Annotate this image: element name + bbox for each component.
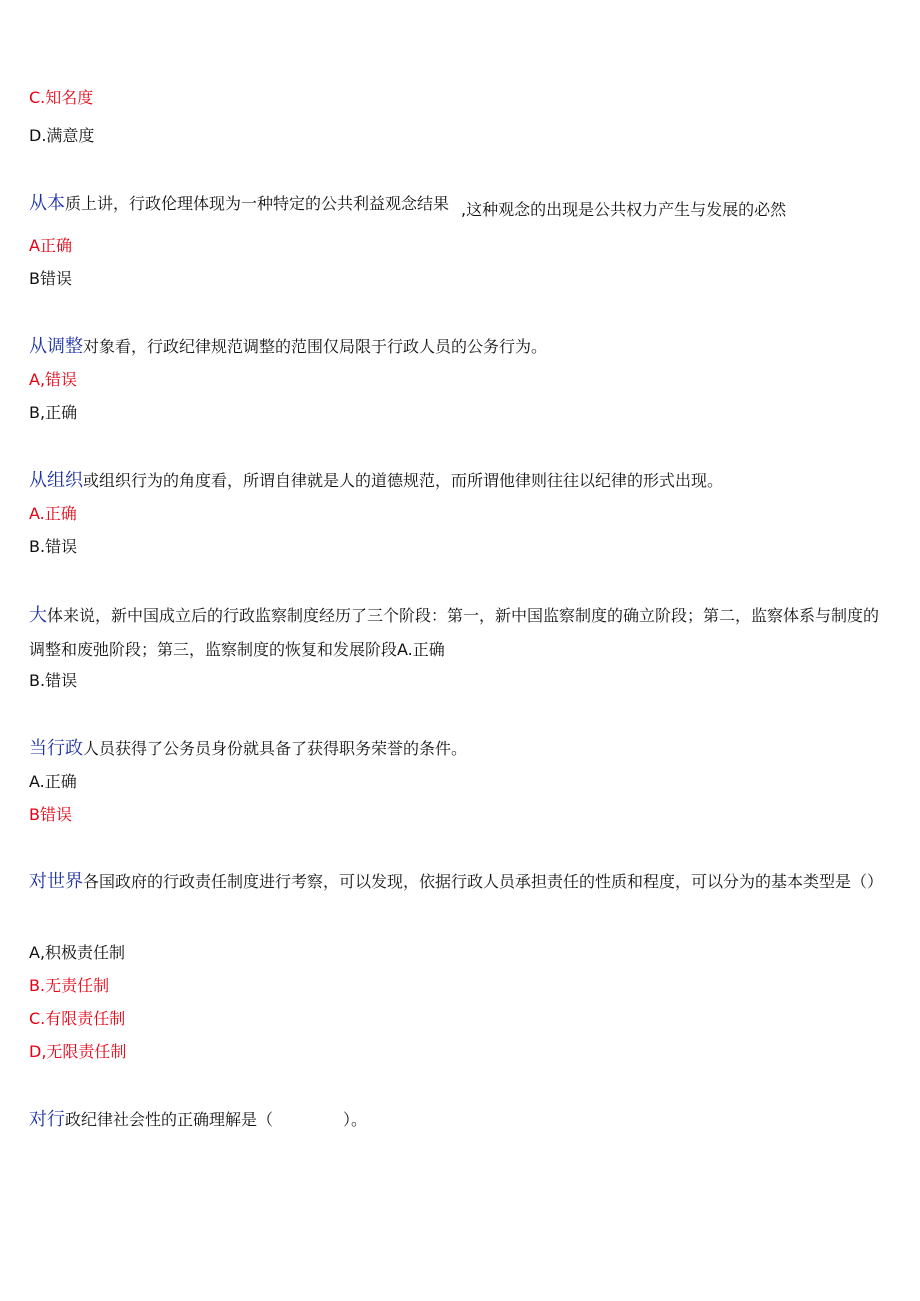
q2-option-a: A,错误 — [29, 370, 78, 389]
q6-option-d: D,无限责任制 — [29, 1042, 127, 1061]
q1-option-a: A正确 — [29, 236, 72, 255]
q3-option-a: A.正确 — [29, 504, 77, 523]
question-6-text: 各国政府的行政责任制度进行考察，可以发现，依据行政人员承担责任的性质和程度，可以分为的基本类型是（） — [83, 872, 884, 891]
q5-option-b: B错误 — [29, 805, 72, 824]
q5-option-a: A.正确 — [29, 772, 77, 791]
option-d-manyidu: D.满意度 — [29, 126, 95, 145]
q6-option-c: C.有限责任制 — [29, 1009, 126, 1028]
question-7-text: 政纪律社会性的正确理解是（ — [65, 1110, 274, 1129]
question-2 — [29, 336, 889, 358]
question-4 — [29, 599, 889, 667]
question-6-lead: 对世界 — [29, 871, 83, 892]
question-1 — [29, 193, 889, 219]
q1-option-b: B错误 — [29, 269, 72, 288]
question-7-lead: 对行 — [29, 1109, 65, 1130]
question-4-lead: 大 — [29, 605, 47, 626]
question-3-text: 或组织行为的角度看，所谓自律就是人的道德规范，而所谓他律则往往以纪律的形式出现。 — [83, 471, 724, 490]
q3-option-b: B.错误 — [29, 537, 78, 556]
question-6 — [29, 865, 889, 899]
question-3 — [29, 470, 889, 492]
q6-option-b: B.无责任制 — [29, 976, 110, 995]
question-2-lead: 从调整 — [29, 336, 83, 357]
question-7 — [29, 1109, 889, 1131]
question-5-lead: 当行政 — [29, 738, 83, 759]
option-c-zhimingdu: C.知名度 — [29, 88, 94, 107]
question-4-text: 体来说，新中国成立后的行政监察制度经历了三个阶段：第一，新中国监察制度的确立阶段；第二，监察体系与制度的调整和废弛阶段；第三，监察制度的恢复和发展阶段A.正确 — [29, 606, 880, 659]
question-1-text-cont: ,这种观念的出现是公共权力产生与发展的必然 — [461, 200, 787, 219]
question-2-text: 对象看，行政纪律规范调整的范围仅局限于行政人员的公务行为。 — [83, 337, 548, 356]
question-3-lead: 从组织 — [29, 470, 83, 491]
q6-option-a: A,积极责任制 — [29, 943, 126, 962]
q2-option-b: B,正确 — [29, 403, 78, 422]
question-1-lead: 从本 — [29, 193, 65, 214]
q4-option-b: B.错误 — [29, 671, 78, 690]
question-5 — [29, 738, 889, 760]
question-1-text: 质上讲，行政伦理体现为一种特定的公共利益观念结果 — [65, 194, 450, 213]
question-5-text: 人员获得了公务员身份就具备了获得职务荣誉的条件。 — [83, 739, 468, 758]
question-7-text-end: ）。 — [343, 1110, 368, 1129]
